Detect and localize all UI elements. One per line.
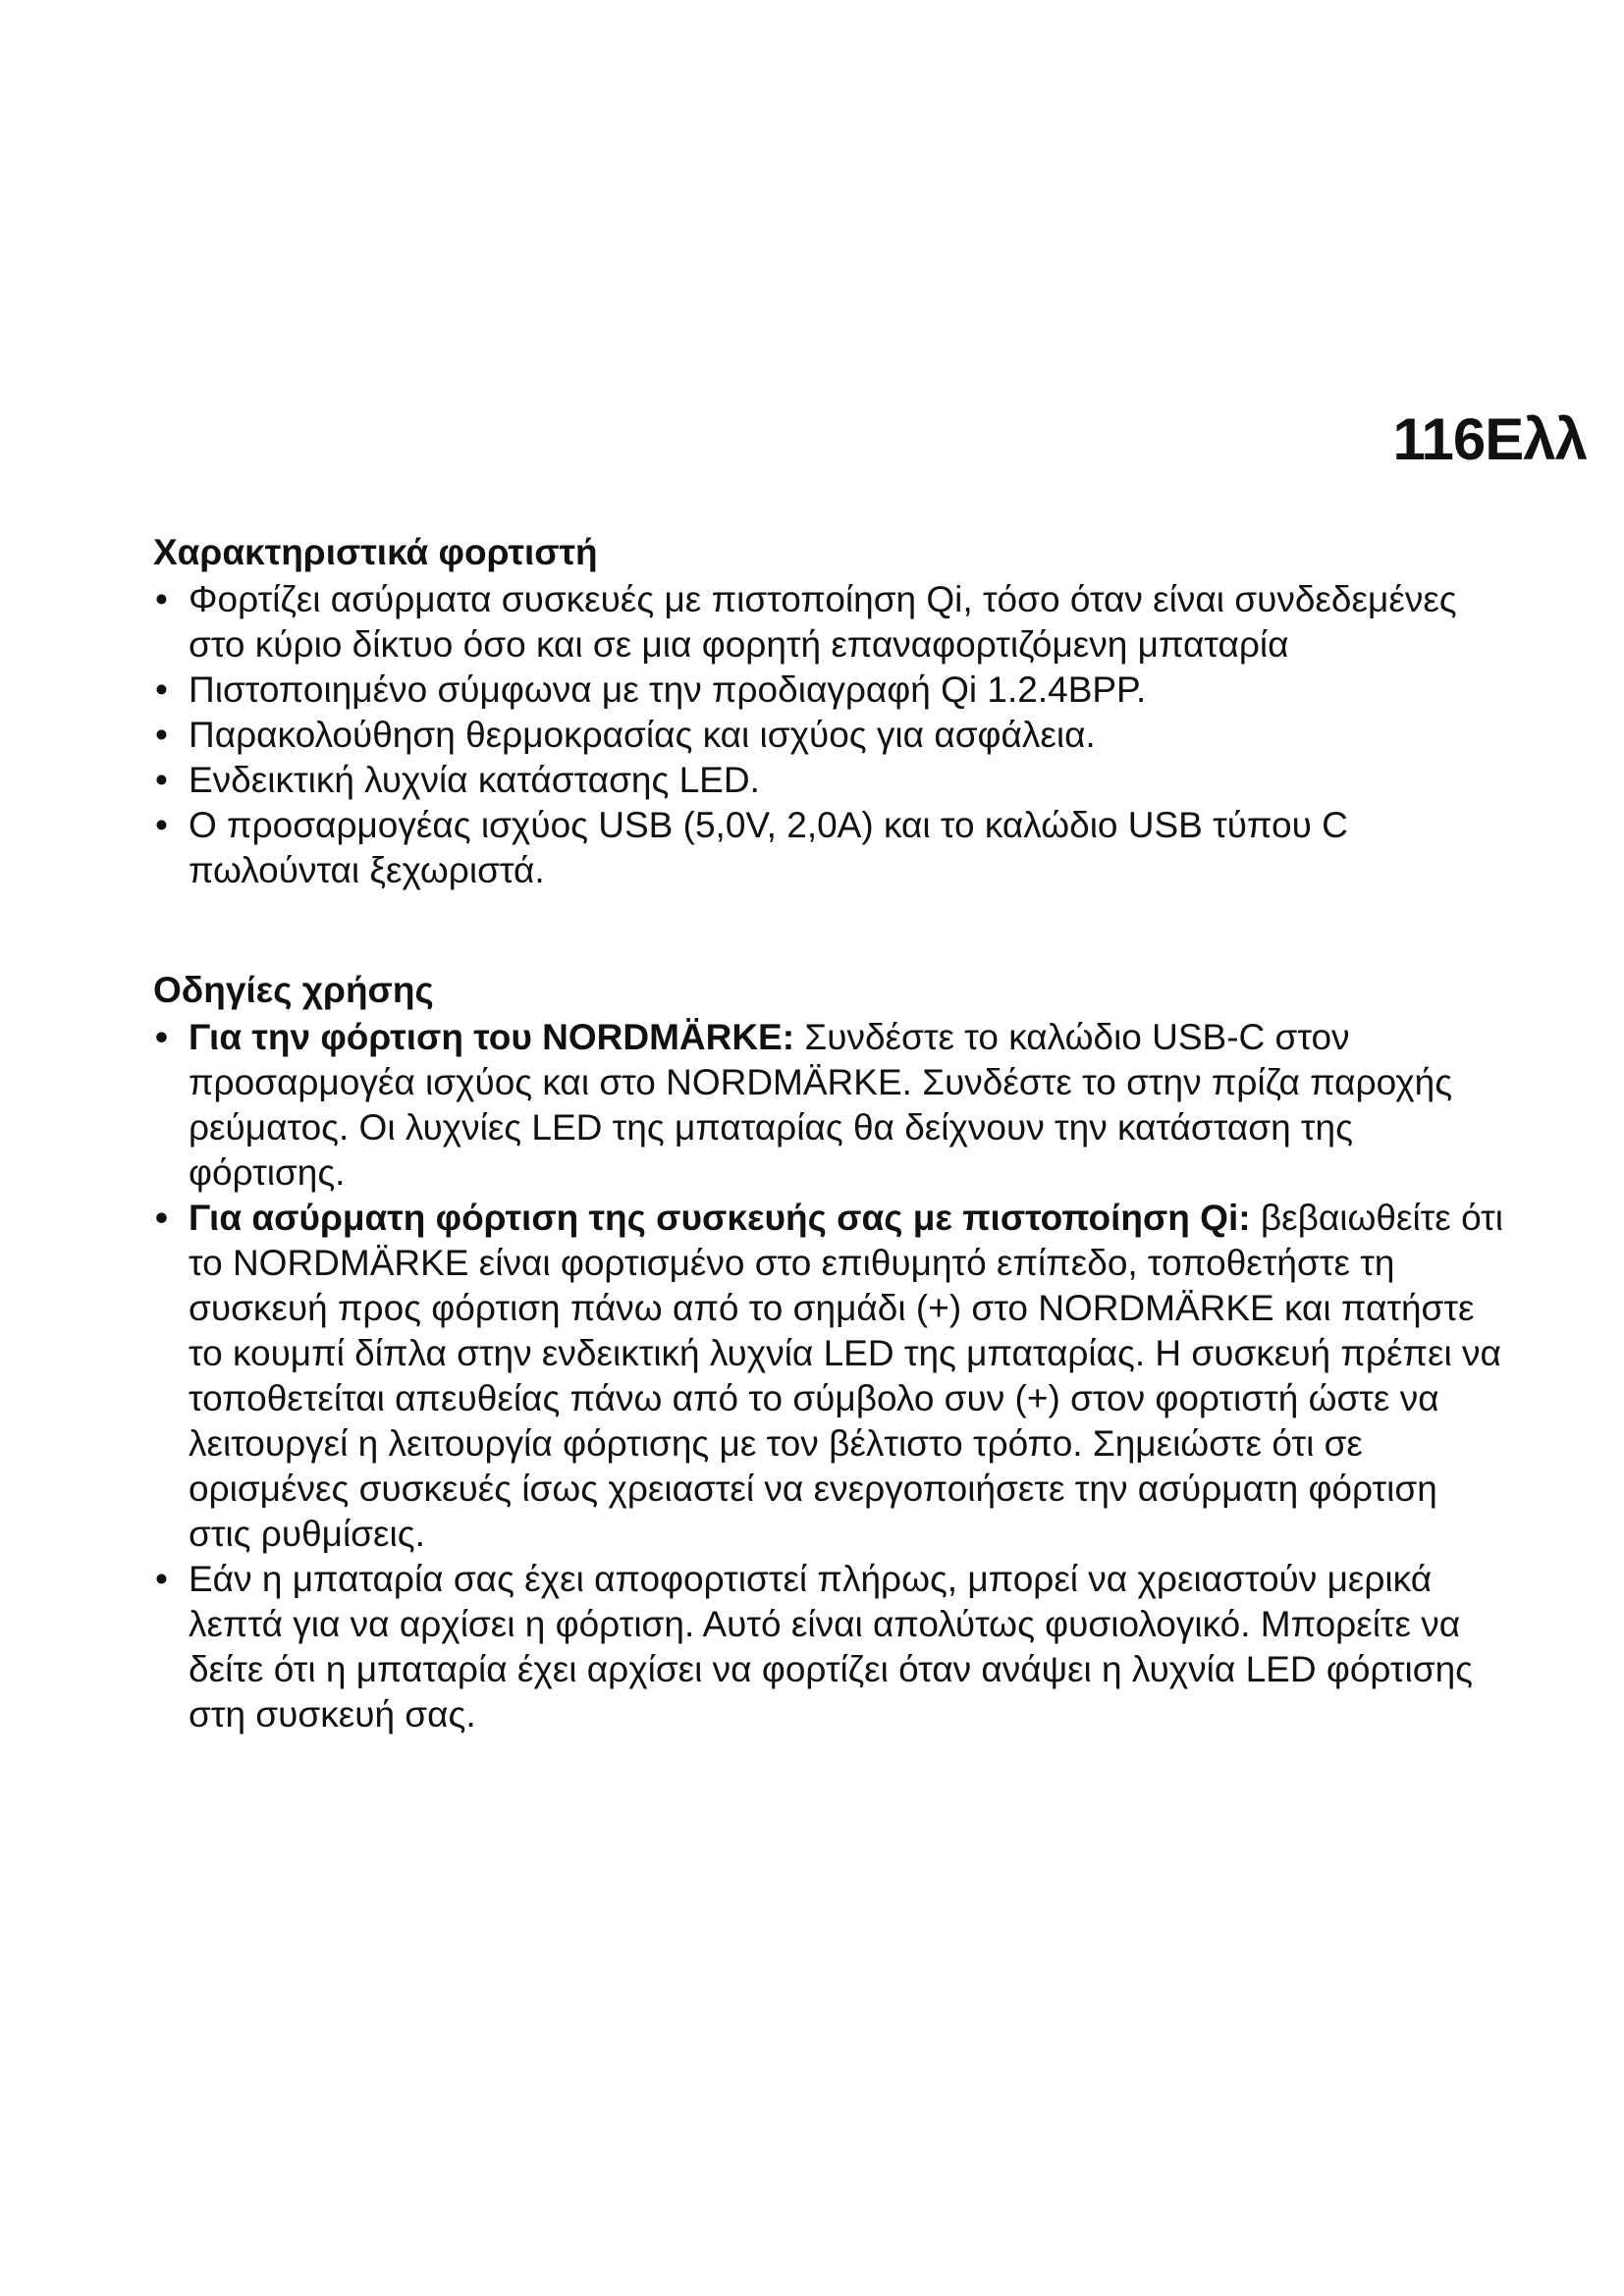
features-list-item [153,758,1508,803]
features-heading: Χαρακτηριστικά φορτιστή [153,532,598,572]
features-list [153,577,1508,893]
bullet-icon: • [155,1559,168,1599]
bullet-icon: • [155,579,168,619]
features-list-item [153,803,1508,893]
bullet-icon: • [155,715,168,755]
bullet-icon: • [155,669,168,710]
features-item-text: Φορτίζει ασύρματα συσκευές με πιστοποίηση Qi, τόσο όταν είναι συνδεδεμένες στο κύριο δίκτυο όσο και σε μια φορητή επαναφορτιζόμενη μπαταρία [189,579,1457,665]
features-item-text: Ο προσαρμογέας ισχύος USB (5,0V, 2,0A) και το καλώδιο USB τύπου C πωλούνται ξεχωριστά. [189,805,1348,890]
instructions-item-text: βεβαιωθείτε ότι το NORDMÄRKE είναι φορτισμένο στο επιθυμητό επίπεδο, τοποθετήστε τη συσκευή προς φόρτιση πάνω από το σημάδι (+) στο NORDMÄRKE και πατήστε το κουμπί δίπλα στην ενδεικτική λυχνία LED της μπαταρίας. Η συσκευή πρέπει να τοποθετείται απευθείας πάνω από το σύμβολο συν (+) στον φορτιστή ώστε να λειτουργεί η λειτουργία φόρτισης με τον βέλτιστο τρόπο. Σημειώστε ότι σε ορισμένες συσκευές ίσως χρειαστεί να ενεργοποιήσετε την ασύρματη φόρτιση στις ρυθμίσεις. [189,1198,1503,1554]
instructions-heading: Οδηγίες χρήσης [153,970,434,1010]
features-list-item [153,713,1508,758]
instructions-section [153,968,1508,1737]
features-section [153,530,1508,893]
instructions-item-lead: Για ασύρματη φόρτιση της συσκευής σας με πιστοποίηση Qi: [189,1198,1251,1238]
bullet-icon: • [155,1198,168,1238]
instructions-list-item [153,1015,1508,1196]
features-item-text: Ενδεικτική λυχνία κατάστασης LED. [189,760,760,800]
bullet-icon: • [155,760,168,800]
instructions-list [153,1015,1508,1737]
document-body [153,530,1508,1737]
bullet-icon: • [155,805,168,845]
bullet-icon: • [155,1017,168,1057]
page-number-header: 116Ελλ [1392,406,1587,472]
instructions-list-item [153,1196,1508,1557]
instructions-list-item [153,1557,1508,1737]
instructions-item-lead: Για την φόρτιση του NORDMÄRKE: [189,1017,795,1057]
features-list-item [153,667,1508,713]
features-list-item [153,577,1508,667]
features-item-text: Παρακολούθηση θερμοκρασίας και ισχύος για ασφάλεια. [189,715,1096,755]
features-item-text: Πιστοποιημένο σύμφωνα με την προδιαγραφή Qi 1.2.4BPP. [189,669,1147,710]
instructions-item-text: Συνδέστε το καλώδιο USB-C στον προσαρμογέα ισχύος και στο NORDMÄRKE. Συνδέστε το στην πρίζα παροχής ρεύματος. Οι λυχνίες LED της μπαταρίας θα δείχνουν την κατάσταση της φόρτισης. [189,1017,1453,1193]
instructions-item-text: Εάν η μπαταρία σας έχει αποφορτιστεί πλήρως, μπορεί να χρειαστούν μερικά λεπτά για να αρχίσει η φόρτιση. Αυτό είναι απολύτως φυσιολογικό. Μπορείτε να δείτε ότι η μπαταρία έχει αρχίσει να φορτίζει όταν ανάψει η λυχνία LED φόρτισης στη συσκευή σας. [189,1559,1474,1735]
section-spacer [153,893,1508,968]
